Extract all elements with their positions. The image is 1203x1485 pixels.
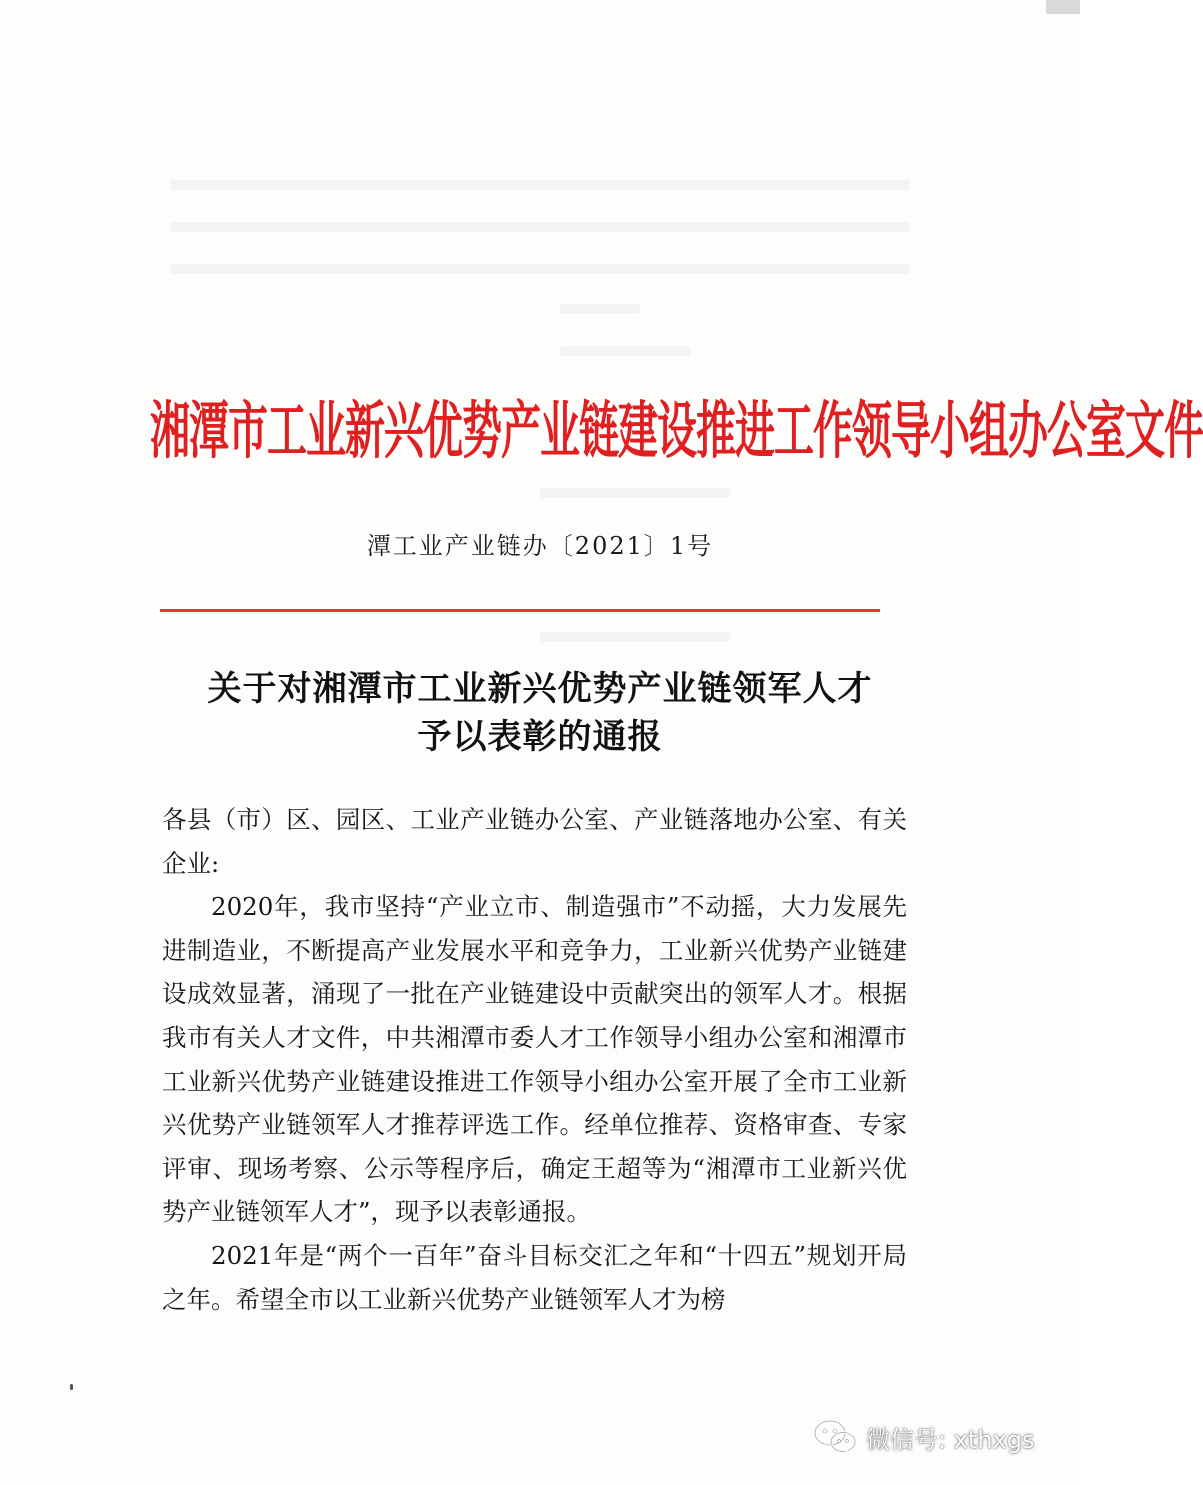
bleed-through-line: [540, 632, 730, 642]
scan-speck: [70, 1384, 73, 1390]
body-paragraph-2: 2021年是“两个一百年”奋斗目标交汇之年和“十四五”规划开局之年。希望全市以工业新兴优势产业链领军人才为榜: [162, 1240, 907, 1314]
notice-title-line-2: 予以表彰的通报: [417, 717, 663, 757]
notice-title-line-1: 关于对湘潭市工业新兴优势产业链领军人才: [207, 669, 873, 709]
bleed-through-line: [560, 304, 640, 314]
scan-corner-mark: [1046, 0, 1080, 14]
document-number: 潭工业产业链办〔2021〕1号: [366, 532, 714, 560]
wechat-watermark: [812, 1414, 1034, 1460]
notice-body: [162, 798, 907, 1321]
red-divider-line: [160, 609, 880, 612]
bleed-through-line: [560, 346, 690, 356]
bleed-through-line: [170, 264, 910, 274]
document-header-title: 湘潭市工业新兴优势产业链建设推进工作领导小组办公室文件: [150, 394, 1203, 468]
wechat-icon: [812, 1417, 858, 1457]
addressee-line: 各县（市）区、园区、工业产业链办公室、产业链落地办公室、有关企业:: [162, 805, 907, 878]
notice-title: [0, 665, 1080, 761]
watermark-text: 微信号: xthxgs: [866, 1425, 1035, 1454]
bleed-through-line: [170, 222, 910, 232]
bleed-through-line: [540, 488, 730, 498]
body-paragraph-1: 2020年，我市坚持“产业立市、制造强市”不动摇，大力发展先进制造业，不断提高产业发展水平和竞争力，工业新兴优势产业链建设成效显著，涌现了一批在产业链建设中贡献突出的领军人才。根据我市有关人才文件，中共湘潭市委人才工作领导小组办公室和湘潭市工业新兴优势产业链建设推进工作领导小组办公室开展了全市工业新兴优势产业链领军人才推荐评选工作。经单位推荐、资格审查、专家评审、现场考察、公示等程序后，确定王超等为“湘潭市工业新兴优势产业链领军人才”，现予以表彰通报。: [162, 892, 907, 1227]
bleed-through-line: [170, 180, 910, 190]
